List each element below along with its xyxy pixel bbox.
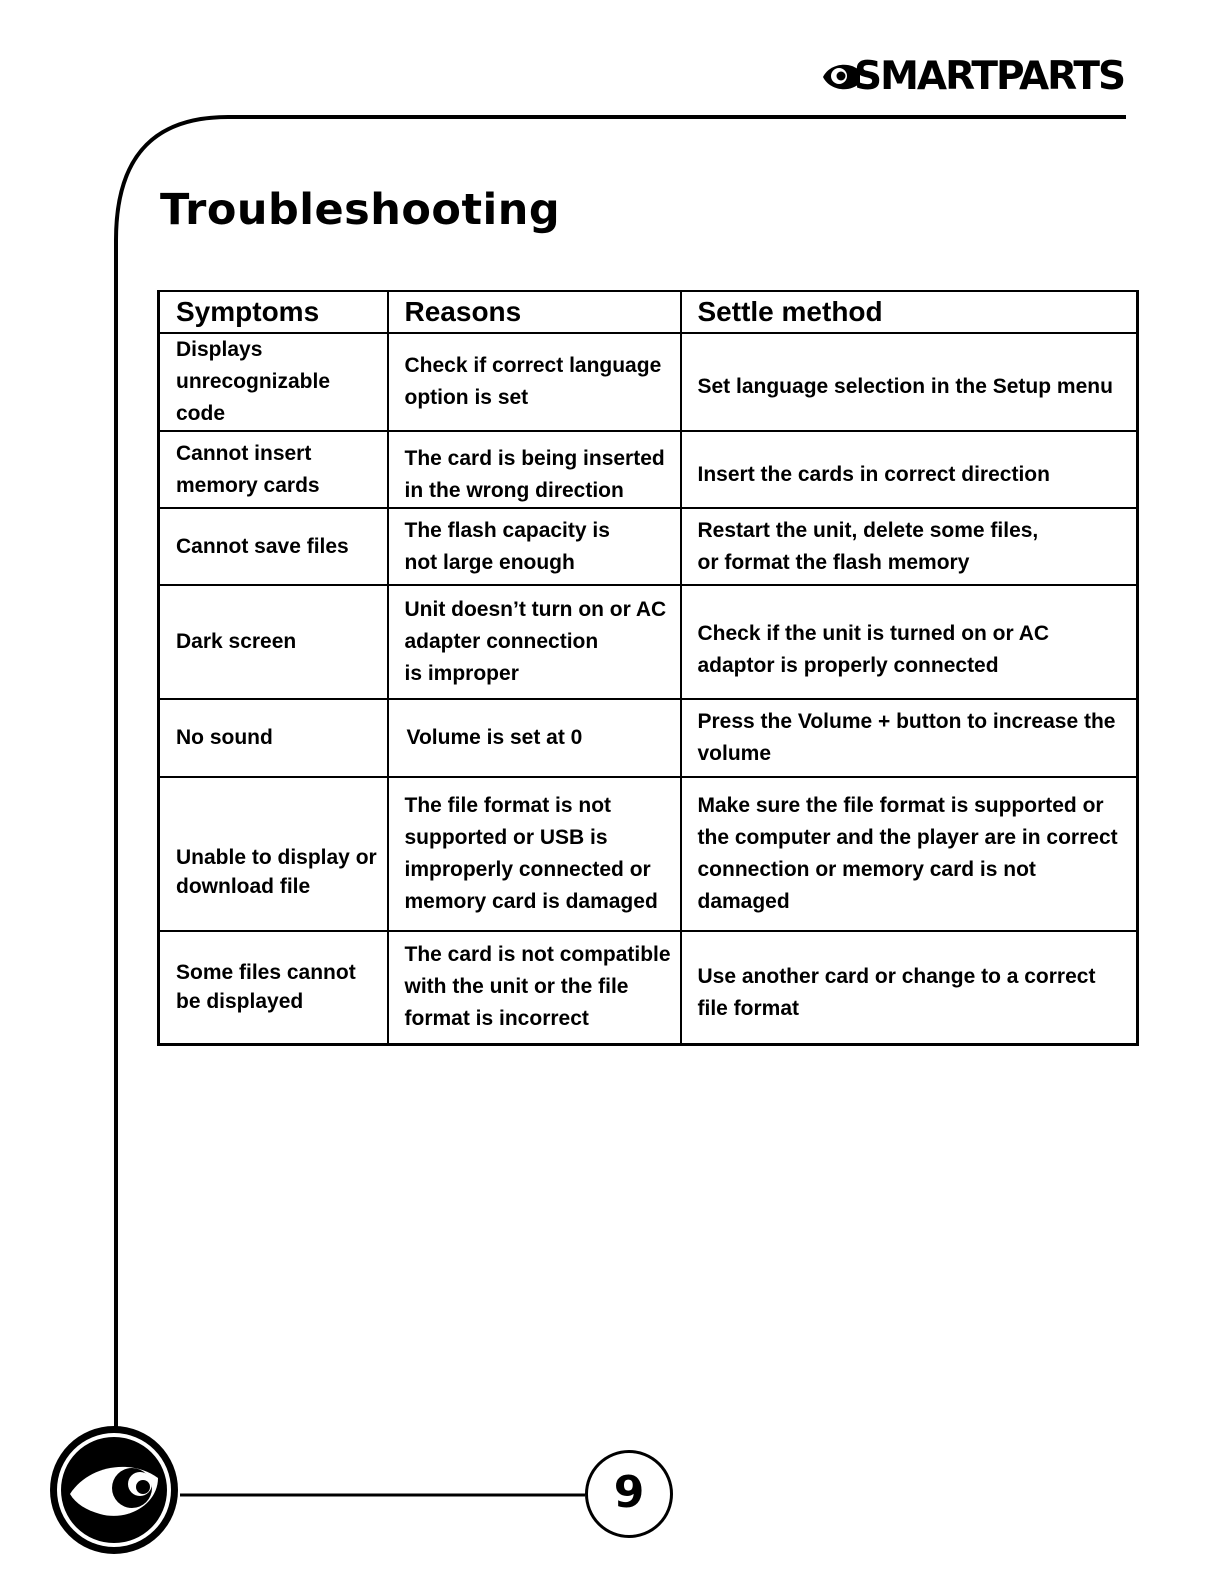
cell-line: Some files cannot bbox=[176, 961, 356, 985]
table-row bbox=[159, 585, 1138, 699]
table-row bbox=[159, 508, 1138, 585]
cell-line: connection or memory card is not bbox=[697, 858, 1036, 881]
cell-line: Cannot save files bbox=[176, 534, 349, 558]
cell-line: Dark screen bbox=[176, 630, 297, 653]
table-row bbox=[159, 431, 1138, 508]
cell-line: Insert the cards in correct direction bbox=[697, 462, 1050, 486]
symptom-cell bbox=[159, 699, 388, 777]
method-cell bbox=[681, 585, 1138, 699]
header-settle-method: Settle method bbox=[681, 291, 1138, 333]
cell-line: Check if the unit is turned on or AC bbox=[697, 621, 1050, 645]
method-cell bbox=[681, 699, 1138, 777]
cell-line: download file bbox=[176, 875, 311, 898]
cell-line: option is set bbox=[404, 386, 529, 409]
reason-cell bbox=[388, 699, 681, 777]
cell-line: with the unit or the file bbox=[404, 975, 629, 999]
eye-icon bbox=[48, 1422, 184, 1556]
cell-line: the computer and the player are in correct bbox=[697, 826, 1118, 849]
cell-line: Use another card or change to a correct bbox=[697, 965, 1096, 989]
cell-line: or format the flash memory bbox=[697, 550, 970, 574]
table-header-row bbox=[159, 291, 1138, 333]
brand-logo bbox=[820, 52, 1126, 102]
cell-line: memory cards bbox=[176, 473, 320, 497]
cell-line: be displayed bbox=[176, 990, 304, 1014]
reason-cell bbox=[388, 585, 681, 699]
symptom-cell bbox=[159, 585, 388, 699]
reason-cell bbox=[388, 333, 681, 431]
method-cell bbox=[681, 931, 1138, 1044]
cell-line: is improper bbox=[404, 662, 519, 685]
table-row bbox=[159, 931, 1138, 1044]
troubleshooting-table bbox=[157, 290, 1139, 1046]
table-row bbox=[159, 699, 1138, 777]
reason-cell bbox=[388, 508, 681, 585]
cell-line: The card is not compatible bbox=[404, 943, 671, 967]
header-symptoms: Symptoms bbox=[159, 291, 388, 333]
cell-line: improperly connected or bbox=[404, 858, 651, 881]
cell-line: Cannot insert bbox=[176, 441, 312, 465]
cell-line: Press the Volume + button to increase the bbox=[697, 710, 1116, 733]
cell-line: No sound bbox=[176, 726, 273, 749]
cell-line: memory card is damaged bbox=[404, 890, 658, 913]
cell-line: volume bbox=[697, 742, 772, 765]
cell-line: The file format is not bbox=[404, 794, 612, 817]
cell-line: file format bbox=[697, 997, 800, 1021]
cell-line: adaptor is properly connected bbox=[697, 653, 999, 677]
cell-line: format is incorrect bbox=[404, 1007, 589, 1031]
cell-line: not large enough bbox=[404, 550, 575, 574]
cell-line: supported or USB is bbox=[404, 826, 608, 849]
cell-line: The flash capacity is bbox=[404, 518, 610, 542]
method-cell bbox=[681, 777, 1138, 931]
reason-cell bbox=[388, 777, 681, 931]
symptom-cell bbox=[159, 931, 388, 1044]
brand-name: SMARTPARTS bbox=[854, 54, 1125, 99]
cell-line: The card is being inserted bbox=[404, 446, 665, 470]
cell-line: damaged bbox=[697, 890, 790, 913]
page-number: 9 bbox=[585, 1450, 673, 1538]
cell-line: Unable to display or bbox=[176, 846, 377, 869]
cell-line: Restart the unit, delete some files, bbox=[697, 518, 1039, 542]
table-row bbox=[159, 777, 1138, 931]
cell-line: Set language selection in the Setup menu bbox=[697, 375, 1113, 398]
cell-line: Make sure the file format is supported or bbox=[697, 794, 1104, 817]
cell-line: unrecognizable code bbox=[176, 370, 331, 425]
cell-line: Volume is set at 0 bbox=[406, 726, 583, 749]
symptom-cell bbox=[159, 777, 388, 931]
method-cell bbox=[681, 431, 1138, 508]
method-cell bbox=[681, 333, 1138, 431]
cell-line: Displays bbox=[176, 338, 263, 361]
cell-line: in the wrong direction bbox=[404, 478, 624, 502]
symptom-cell bbox=[159, 508, 388, 585]
reason-cell bbox=[388, 431, 681, 508]
header-reasons: Reasons bbox=[388, 291, 681, 333]
cell-line: Check if correct language bbox=[404, 354, 662, 377]
symptom-cell bbox=[159, 431, 388, 508]
method-cell bbox=[681, 508, 1138, 585]
page-title: Troubleshooting bbox=[160, 185, 561, 235]
cell-line: Unit doesn’t turn on or AC bbox=[404, 598, 667, 621]
reason-cell bbox=[388, 931, 681, 1044]
symptom-cell bbox=[159, 333, 388, 431]
cell-line: adapter connection bbox=[404, 630, 599, 653]
table-row bbox=[159, 333, 1138, 431]
